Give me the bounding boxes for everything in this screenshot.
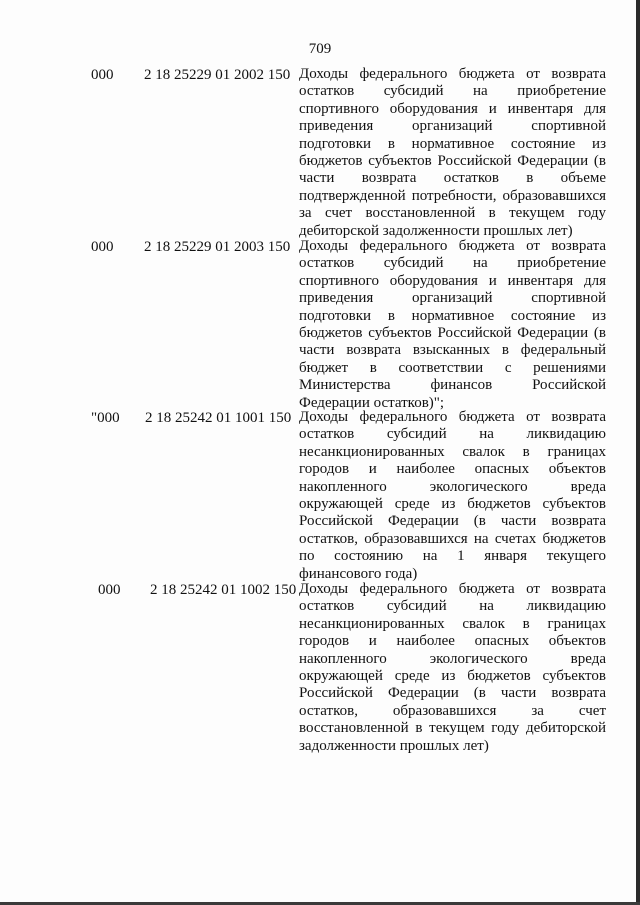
entry-description: Доходы федерального бюджета от возврата остатков субсидий на ликвидацию несанкционированных свалок в границах городов и наиболее опасных объектов накопленного экологического вреда окружающей среде из бюджетов субъектов Российской Федерации (в части возврата остатков, образовавшихся на счетах бюджетов по состоянию на 1 января текущего финансового года) <box>299 409 606 582</box>
admin-code: 000 <box>91 67 114 83</box>
admin-code: "000 <box>91 410 120 426</box>
budget-classification-code: 2 18 25229 01 2003 150 <box>144 239 291 255</box>
budget-classification-code: 2 18 25242 01 1001 150 <box>145 410 292 426</box>
entry-description: Доходы федерального бюджета от возврата остатков субсидий на приобретение спортивного оборудования и инвентаря для приведения организаций спортивной подготовки в нормативное состояние из бюджетов субъектов Российской Федерации (в части возврата взысканных в федеральный бюджет в соответствии с решениями Министерства финансов Российской Федерации остатков)"; <box>299 238 606 411</box>
page-number: 709 <box>308 41 332 57</box>
budget-classification-code: 2 18 25242 01 1002 150 <box>150 582 297 598</box>
entry-description: Доходы федерального бюджета от возврата остатков субсидий на приобретение спортивного оборудования и инвентаря для приведения организаций спортивной подготовки в нормативное состояние из бюджетов субъектов Российской Федерации (в части возврата остатков в объеме подтвержденной потребности, образовавшихся за счет восстановленной в текущем году дебиторской задолженности прошлых лет) <box>299 66 606 239</box>
scan-edge-right <box>636 0 640 905</box>
admin-code: 000 <box>91 239 114 255</box>
entry-description: Доходы федерального бюджета от возврата остатков субсидий на ликвидацию несанкционированных свалок в границах городов и наиболее опасных объектов накопленного экологического вреда окружающей среде из бюджетов субъектов Российской Федерации (в части возврата остатков, образовавшихся за счет восстановленной в текущем году дебиторской задолженности прошлых лет) <box>299 581 606 754</box>
budget-classification-code: 2 18 25229 01 2002 150 <box>144 67 291 83</box>
admin-code: 000 <box>98 582 121 598</box>
